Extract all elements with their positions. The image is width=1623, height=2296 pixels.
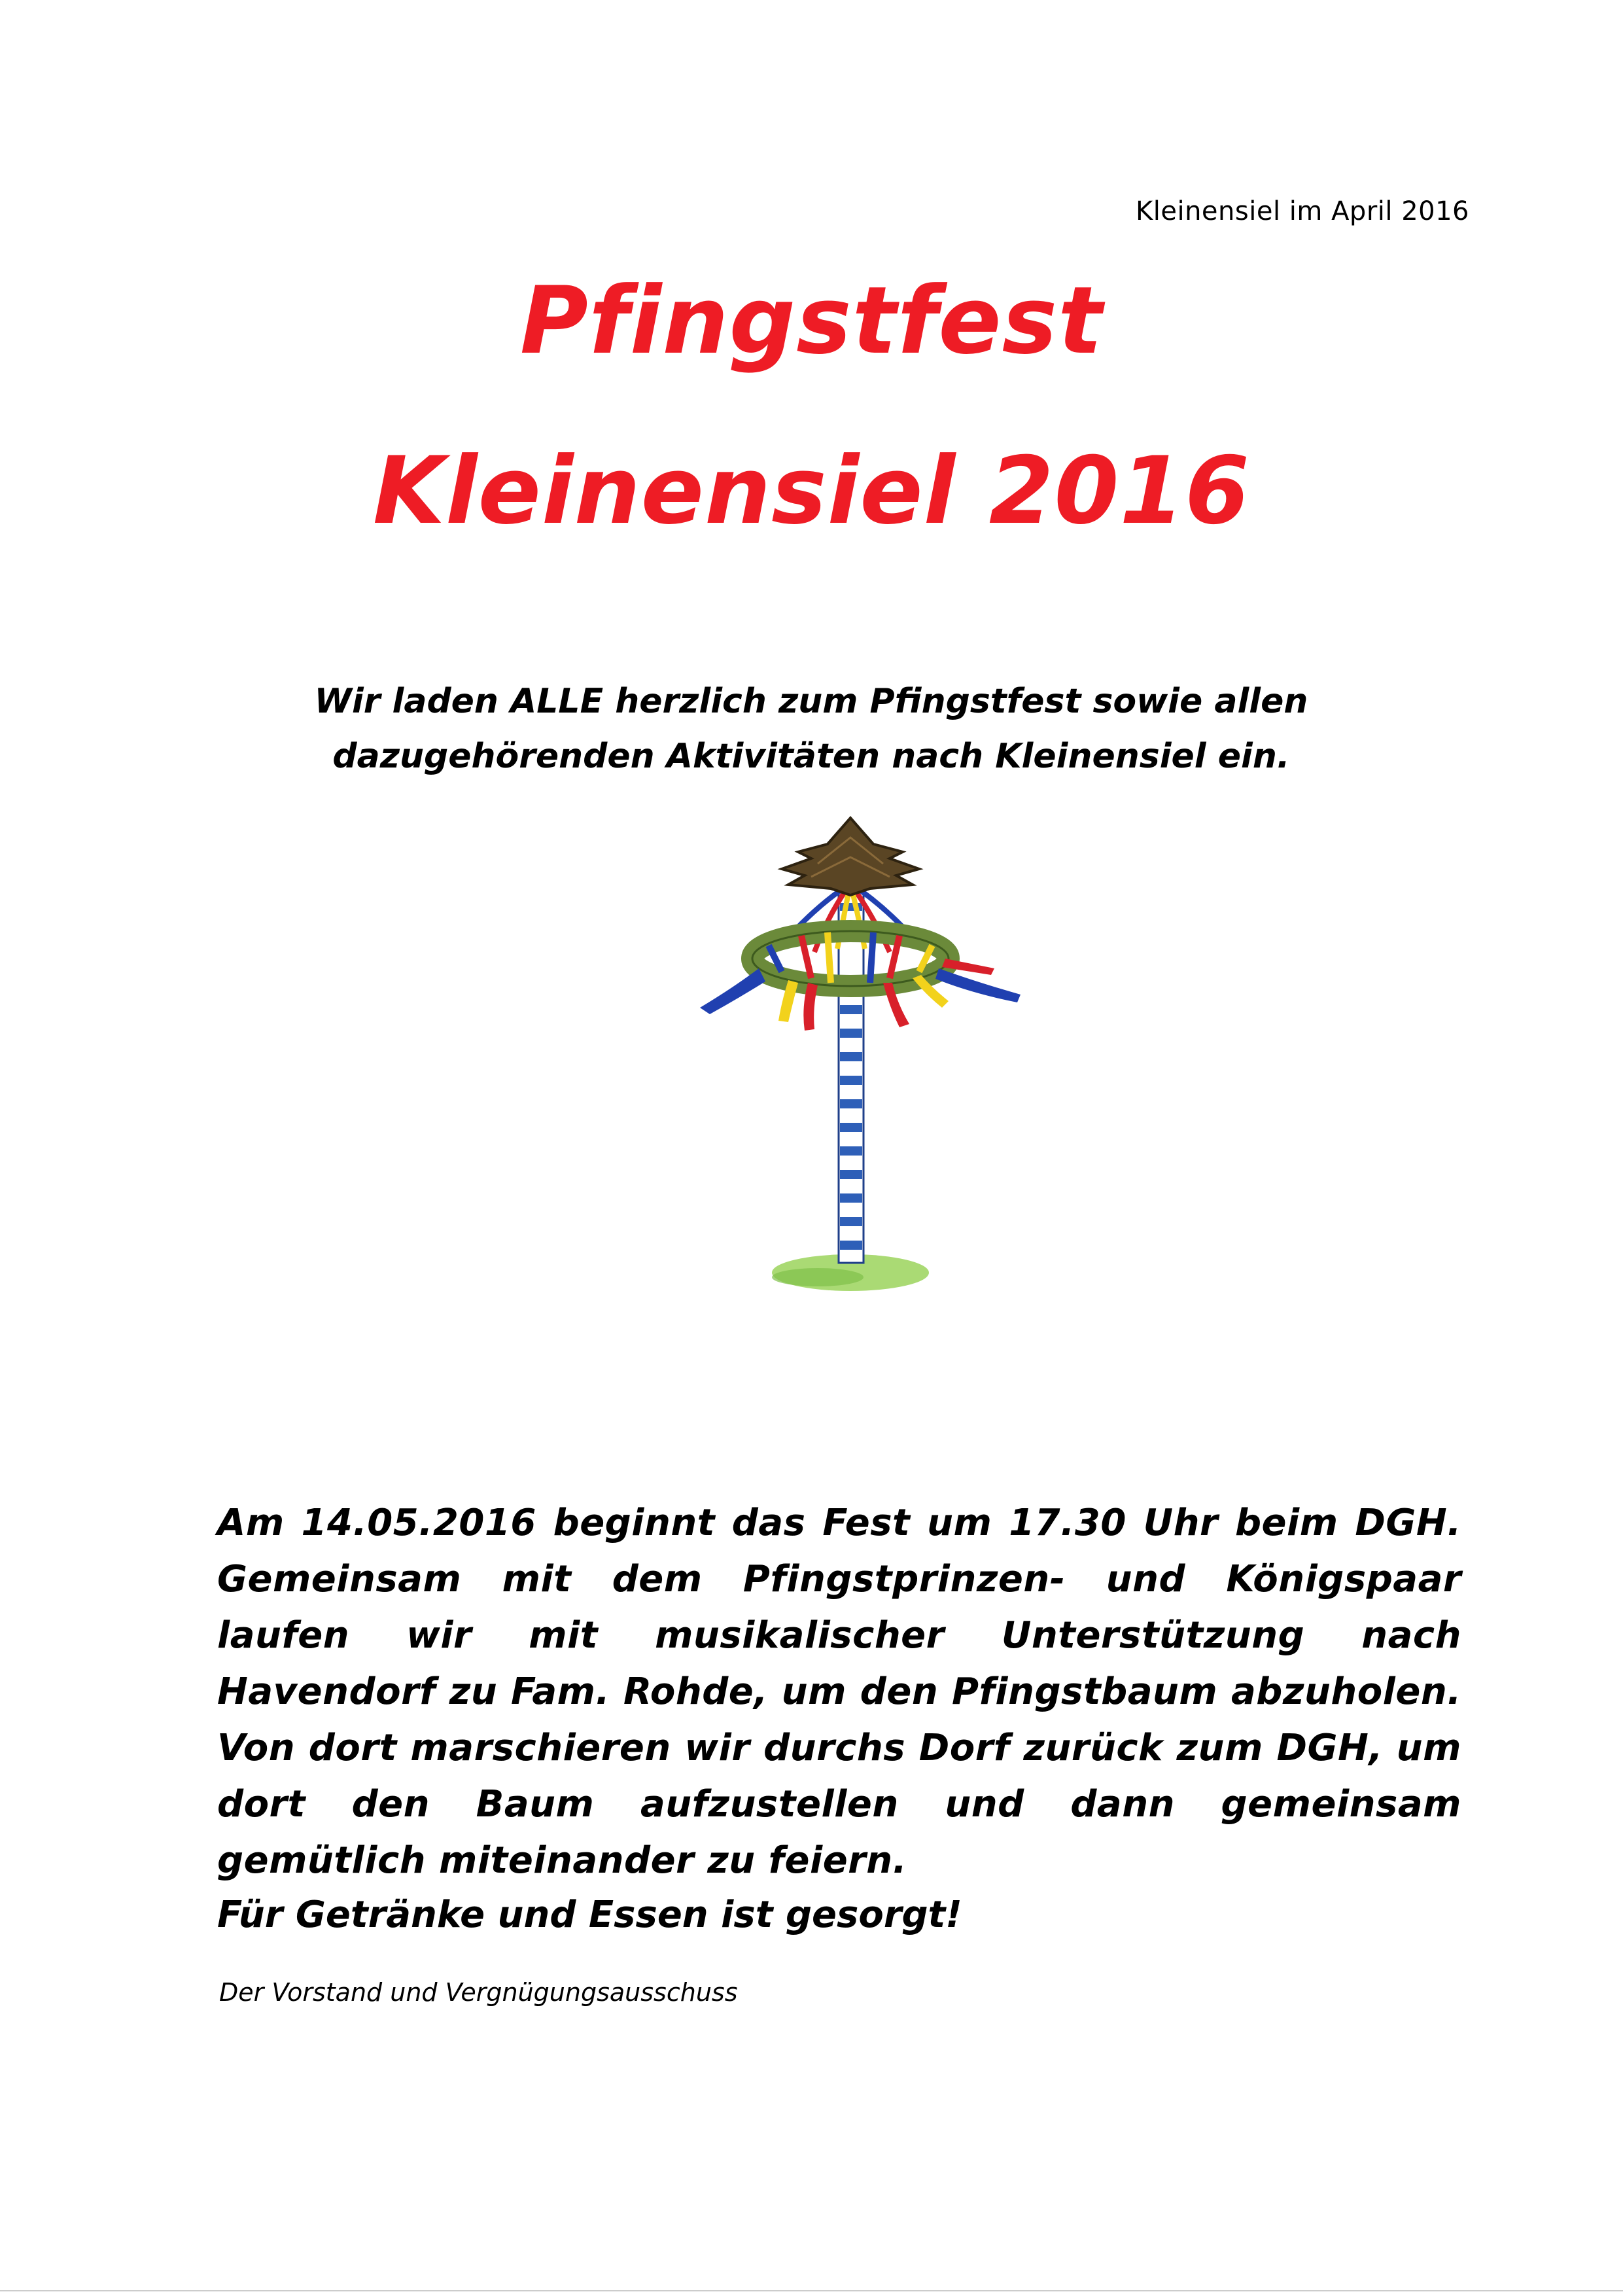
closing-note: Für Getränke und Essen ist gesorgt! (217, 1894, 962, 1936)
scan-edge-line (0, 2290, 1623, 2291)
body-text: Am 14.05.2016 beginnt das Fest um 17.30 Uhr beim DGH. Gemeinsam mit dem Pfingstprinzen- und Königspaar laufen wir mit musikalischer Unterstützung nach Havendorf zu Fam. Rohde, um den Pfingstbaum abzuholen. Von dort marschieren wir durchs Dorf zurück zum DGH, um dort den Baum aufzustellen und dann gemeinsam gemütlich miteinander zu feiern. (217, 1502, 1461, 1882)
intro-text: Wir laden ALLE herzlich zum Pfingstfest sowie allen dazugehörenden Aktivitäten nach Kleinensiel ein. (314, 682, 1308, 776)
maypole-icon (654, 811, 1047, 1309)
title-line-2: Kleinensiel 2016 (372, 437, 1250, 545)
signature: Der Vorstand und Vergnügungsausschuss (219, 1978, 738, 2007)
title-line-1: Pfingstfest (519, 267, 1104, 375)
dateline: Kleinensiel im April 2016 (1136, 196, 1469, 226)
